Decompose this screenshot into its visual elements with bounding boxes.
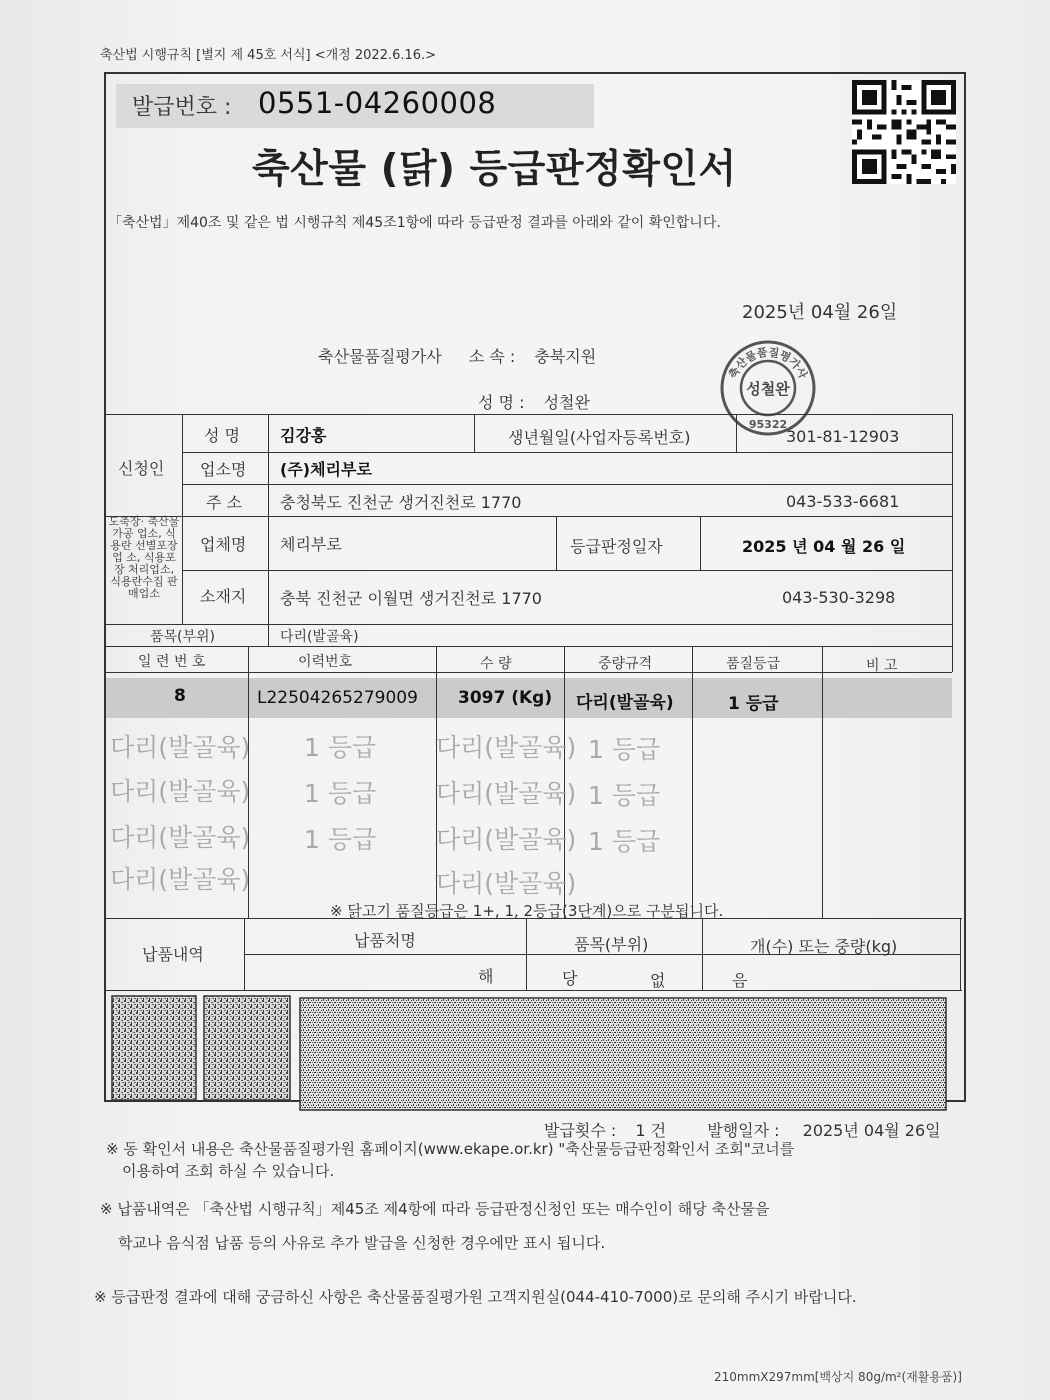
table-rule [474,414,475,452]
applicant-phone: 043-533-6681 [786,492,900,511]
table-rule [182,414,183,624]
delivery-empty-char: 없 [650,971,666,990]
col-header-grade: 품질등급 [726,656,781,672]
seal-number: 95322 [748,418,788,431]
business-section-label: 도축장· 축산물가공 업소, 식용란 선별포장업 소, 식용포장 처리업소, 식용란수집 판매업소 [108,515,180,600]
note-website: ※ 동 확인서 내용은 축산물품질평가원 홈페이지(www.ekape.or.kr) "축산물등급판정확인서 조회"코너를 [106,1140,795,1158]
table-rule [244,918,245,990]
company-name: (주)체리부로 [280,460,372,479]
col-header-qty: 수 량 [480,656,512,672]
watermark-part: 다리(발골육) [436,825,577,854]
col-header-serial: 일 련 번 호 [138,654,206,670]
watermark-grade: 1 등급 [304,733,377,762]
trace-number: L22504265279009 [257,688,418,708]
note-delivery: ※ 납품내역은 「축산법 시행규칙」제45조 제4항에 따라 등급판정신청인 또는 매수인이 해당 축산물을 [100,1200,770,1218]
affiliation: 충북지원 [534,347,597,366]
issue-date-label: 발행일자 : [707,1121,780,1140]
table-rule [182,570,952,571]
seal-ring-text: 축산물품질평가사 [726,345,810,381]
paper-spec: 210mmX297mm[백상지 80g/m²(재활용품)] [714,1370,962,1384]
address-label: 주 소 [206,493,242,512]
weight-spec: 다리(발골육) [576,693,674,713]
note-website-cont: 이용하여 조회 하실 수 있습니다. [122,1162,335,1180]
applicant-address: 충청북도 진천군 생거진천로 1770 [280,493,522,512]
watermark-part: 다리(발골육) [110,777,251,806]
issue-count-label: 발급횟수 : [544,1121,617,1140]
issue-date: 2025년 04월 26일 [802,1121,941,1140]
business-registration-number: 301-81-12903 [786,427,900,446]
table-rule [104,624,952,625]
grading-date: 2025 년 04 월 26 일 [742,537,906,556]
grading-date-label: 등급판정일자 [570,537,663,556]
applicant-section-label: 신청인 [118,459,165,478]
delivery-header-recipient: 납품처명 [354,931,416,950]
grade-scale-note: ※ 닭고기 품질등급은 1+, 1, 2등급(3단계)으로 구분됩니다. [330,902,724,920]
svg-text:축산물품질평가사 [726,345,811,381]
table-rule [104,414,952,415]
table-rule [104,918,962,919]
delivery-empty-char: 음 [732,971,748,990]
document-title: 축산물 (닭) 등급판정확인서 [252,147,737,192]
watermark-part: 다리(발골육) [436,869,577,898]
inspector-title: 축산물품질평가사 [318,347,442,366]
watermark-part: 다리(발골육) [110,733,251,762]
table-rule [556,516,557,570]
delivery-label: 납품내역 [142,945,204,964]
note-contact: ※ 등급판정 결과에 대해 궁금하신 사항은 축산물품질평가원 고객지원실(044-410-7000)로 문의해 주시기 바랍니다. [94,1288,857,1306]
item-label: 품목(부위) [150,629,216,645]
watermark-grade: 1 등급 [588,735,661,764]
applicant-name: 김강홍 [280,426,327,445]
delivery-header-item: 품목(부위) [574,935,649,954]
table-rule [526,918,527,990]
qr-code-icon [852,80,956,184]
table-rule [104,516,952,517]
table-rule [692,646,693,918]
watermark-grade: 1 등급 [304,779,377,808]
watermark-grade: 1 등급 [588,781,661,810]
table-rule [104,672,952,673]
quality-grade: 1 등급 [728,694,779,714]
intro-statement: 「축산법」제40조 및 같은 법 시행규칙 제45조1항에 따라 등급판정 결과를 아래와 같이 확인합니다. [108,215,721,231]
issue-count: 1 건 [635,1121,667,1140]
delivery-empty-char: 당 [562,969,578,988]
certificate-date: 2025년 04월 26일 [742,302,898,323]
watermark-part: 다리(발골육) [110,823,251,852]
inspector-line [318,344,596,367]
table-rule [182,484,952,485]
watermark-part: 다리(발골육) [436,733,577,762]
serial-number: 8 [174,686,186,706]
delivery-empty-char: 해 [478,967,494,986]
quantity: 3097 (Kg) [458,688,553,708]
inspector-name-line [478,390,590,413]
business-phone: 043-530-3298 [782,588,896,607]
col-header-trace: 이력번호 [298,654,353,670]
table-rule [104,990,962,991]
inspector-name: 성철완 [543,393,590,412]
applicant-name-label: 성 명 [204,426,240,445]
table-rule [702,918,703,990]
inspector-name-label: 성 명 : [478,393,525,412]
watermark-grade: 1 등급 [304,825,377,854]
table-rule [822,646,823,918]
business-name-label: 업체명 [200,535,247,554]
watermark-grade: 1 등급 [588,827,661,856]
location-label: 소재지 [200,587,247,606]
col-header-note: 비 고 [866,658,898,674]
issue-number: 0551-04260008 [258,86,497,120]
note-delivery-cont: 학교나 음식점 납품 등의 사유로 추가 발급을 신청한 경우에만 표시 됩니다. [118,1234,606,1252]
table-rule [960,918,961,990]
business-location: 충북 진천군 이월면 생거진천로 1770 [280,589,542,608]
security-pattern-strip [106,994,956,1114]
form-regulation-note: 축산법 시행규칙 [별지 제 45호 서식] <개정 2022.6.16.> [100,48,437,63]
table-rule [952,414,953,672]
delivery-header-quantity: 개(수) 또는 중량(kg) [750,937,898,956]
watermark-part: 다리(발골육) [110,865,251,894]
item-value: 다리(발골육) [280,629,359,645]
company-label: 업소명 [200,460,247,479]
inspector-seal-stamp [718,338,818,438]
affiliation-label: 소 속 : [468,347,516,366]
issue-number-label: 발급번호 : [132,95,232,120]
table-rule [700,516,701,570]
col-header-spec: 중량규격 [598,656,653,672]
table-rule [182,452,952,453]
business-name: 체리부로 [280,535,342,554]
birth-label: 생년월일(사업자등록번호) [508,428,691,447]
table-rule [268,414,269,646]
seal-name: 성철완 [746,380,790,398]
table-rule [736,414,737,452]
table-rule [104,646,952,647]
watermark-part: 다리(발골육) [436,779,577,808]
